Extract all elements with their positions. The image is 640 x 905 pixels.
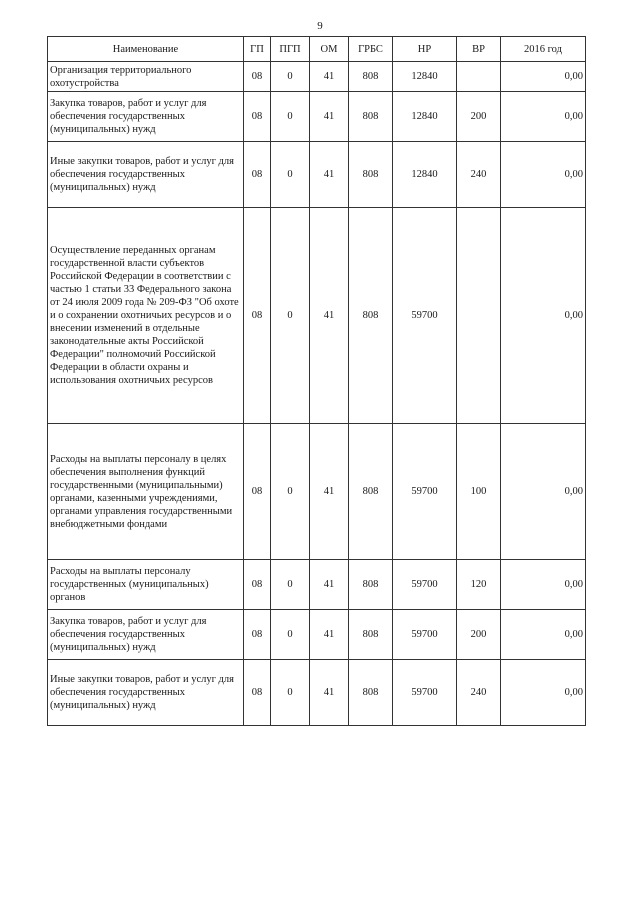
row-nr: 59700 (393, 610, 457, 660)
row-amount: 0,00 (501, 610, 586, 660)
row-nr: 12840 (393, 142, 457, 208)
row-nr: 59700 (393, 208, 457, 424)
row-name: Закупка товаров, работ и услуг для обеспечения государственных (муниципальных) нужд (48, 610, 244, 660)
row-grbs: 808 (349, 660, 393, 726)
row-name: Закупка товаров, работ и услуг для обеспечения государственных (муниципальных) нужд (48, 92, 244, 142)
table-row (48, 208, 586, 424)
row-om: 41 (310, 560, 349, 610)
table-row (48, 660, 586, 726)
row-nr: 59700 (393, 424, 457, 560)
row-gp: 08 (244, 560, 271, 610)
table-row (48, 424, 586, 560)
row-amount: 0,00 (501, 208, 586, 424)
row-vr (457, 62, 501, 92)
header-grbs: ГРБС (349, 37, 393, 62)
row-om: 41 (310, 142, 349, 208)
row-vr: 240 (457, 660, 501, 726)
budget-table (47, 36, 586, 726)
row-nr: 12840 (393, 62, 457, 92)
row-grbs: 808 (349, 424, 393, 560)
table-row (48, 610, 586, 660)
header-name: Наименование (48, 37, 244, 62)
row-vr: 120 (457, 560, 501, 610)
row-name: Осуществление переданных органам государственной власти субъектов Российской Федерации в соответствии с частью 1 статьи 33 Федерального закона от 24 июля 2009 года № 209-ФЗ "Об охоте и о сохранении охотничьих ресурсов и о внесении изменений в отдельные законодательные акты Российской Федерации" полномочий Российской Федерации в области охраны и использования охотничьих ресурсов (48, 208, 244, 424)
page-number: 9 (317, 20, 323, 32)
row-pgp: 0 (271, 142, 310, 208)
row-amount: 0,00 (501, 92, 586, 142)
header-pgp: ПГП (271, 37, 310, 62)
row-amount: 0,00 (501, 660, 586, 726)
row-grbs: 808 (349, 610, 393, 660)
row-pgp: 0 (271, 208, 310, 424)
row-pgp: 0 (271, 424, 310, 560)
row-nr: 59700 (393, 660, 457, 726)
row-gp: 08 (244, 610, 271, 660)
row-grbs: 808 (349, 208, 393, 424)
row-gp: 08 (244, 424, 271, 560)
row-amount: 0,00 (501, 62, 586, 92)
header-gp: ГП (244, 37, 271, 62)
header-nr: НР (393, 37, 457, 62)
row-amount: 0,00 (501, 142, 586, 208)
row-om: 41 (310, 660, 349, 726)
row-gp: 08 (244, 62, 271, 92)
row-amount: 0,00 (501, 424, 586, 560)
row-amount: 0,00 (501, 560, 586, 610)
header-vr: ВР (457, 37, 501, 62)
row-pgp: 0 (271, 92, 310, 142)
row-name: Организация территориального охотустройства (48, 62, 244, 92)
row-pgp: 0 (271, 610, 310, 660)
header-om: ОМ (310, 37, 349, 62)
row-nr: 12840 (393, 92, 457, 142)
header-year: 2016 год (501, 37, 586, 62)
row-nr: 59700 (393, 560, 457, 610)
row-pgp: 0 (271, 560, 310, 610)
row-vr: 240 (457, 142, 501, 208)
row-om: 41 (310, 610, 349, 660)
row-name: Расходы на выплаты персоналу в целях обеспечения выполнения функций государственными (муниципальными) органами, казенными учреждениями, органами управления государственными внебюджетными фондами (48, 424, 244, 560)
row-name: Иные закупки товаров, работ и услуг для обеспечения государственных (муниципальных) нужд (48, 660, 244, 726)
table-header-row (48, 37, 586, 62)
table-row (48, 92, 586, 142)
row-name: Иные закупки товаров, работ и услуг для обеспечения государственных (муниципальных) нужд (48, 142, 244, 208)
row-om: 41 (310, 424, 349, 560)
row-grbs: 808 (349, 560, 393, 610)
row-vr: 100 (457, 424, 501, 560)
row-vr: 200 (457, 92, 501, 142)
row-grbs: 808 (349, 142, 393, 208)
row-name: Расходы на выплаты персоналу государственных (муниципальных) органов (48, 560, 244, 610)
row-gp: 08 (244, 92, 271, 142)
table-row (48, 142, 586, 208)
row-gp: 08 (244, 142, 271, 208)
row-vr (457, 208, 501, 424)
row-gp: 08 (244, 660, 271, 726)
row-vr: 200 (457, 610, 501, 660)
row-grbs: 808 (349, 62, 393, 92)
row-om: 41 (310, 208, 349, 424)
row-om: 41 (310, 92, 349, 142)
row-om: 41 (310, 62, 349, 92)
row-pgp: 0 (271, 62, 310, 92)
table-row (48, 560, 586, 610)
row-pgp: 0 (271, 660, 310, 726)
row-gp: 08 (244, 208, 271, 424)
row-grbs: 808 (349, 92, 393, 142)
table-row (48, 62, 586, 92)
